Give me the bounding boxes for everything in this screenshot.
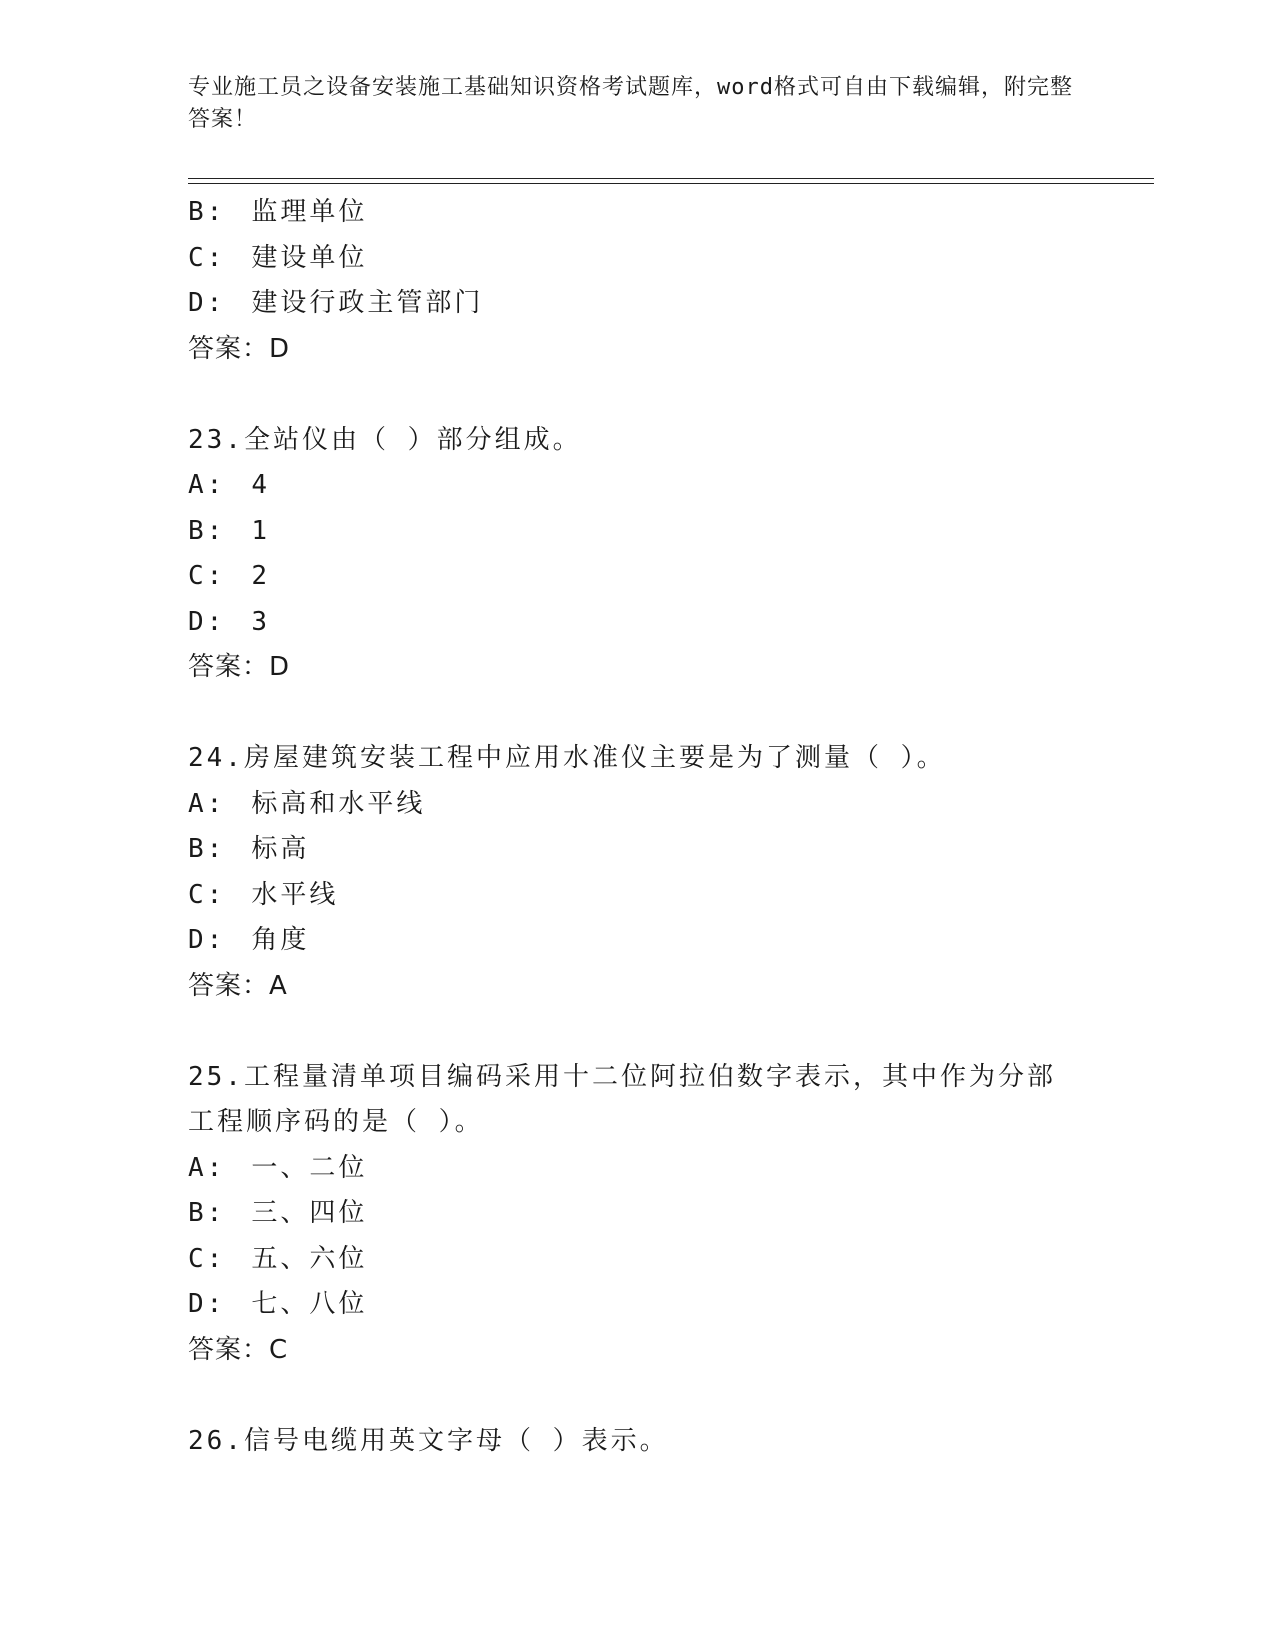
option-c: C: 五、六位: [188, 1243, 368, 1274]
header-divider-bottom: [188, 183, 1154, 184]
answer-line: 答案：A: [188, 970, 288, 1001]
option-b: B: 三、四位: [188, 1198, 368, 1228]
document-header: 专业施工员之设备安装施工基础知识资格考试题库，word格式可自由下载编辑，附完整答案！: [188, 75, 1073, 132]
option-b: B: 1: [188, 515, 270, 546]
option-d: D: 3: [188, 606, 270, 637]
option-c: C: 建设单位: [188, 242, 368, 273]
header-divider-top: [188, 178, 1154, 179]
option-d: D: 七、八位: [188, 1289, 368, 1319]
answer-line: 答案：D: [188, 652, 291, 682]
option-b: B: 标高: [188, 834, 310, 864]
option-a: A: 标高和水平线: [188, 788, 426, 819]
question-26: 26.信号电缆用英文字母（ ）表示。: [188, 1425, 669, 1456]
option-c: C: 水平线: [188, 879, 339, 910]
answer-line: 答案：C: [188, 1334, 289, 1365]
question-24: 24.房屋建筑安装工程中应用水准仪主要是为了测量（ ）。: [188, 743, 946, 773]
answer-line: 答案：D: [188, 333, 291, 364]
question-list: [188, 190, 1088, 1464]
question-23: 23.全站仪由（ ）部分组成。: [188, 424, 582, 455]
option-d: D: 角度: [188, 925, 310, 955]
option-d: D: 建设行政主管部门: [188, 288, 484, 318]
question-25: 25.工程量清单项目编码采用十二位阿拉伯数字表示，其中作为分部工程顺序码的是（ ）。: [188, 1061, 1056, 1137]
option-c: C: 2: [188, 561, 270, 591]
option-a: A: 4: [188, 470, 270, 500]
option-a: A: 一、二位: [188, 1152, 368, 1183]
option-b: B: 监理单位: [188, 197, 368, 227]
